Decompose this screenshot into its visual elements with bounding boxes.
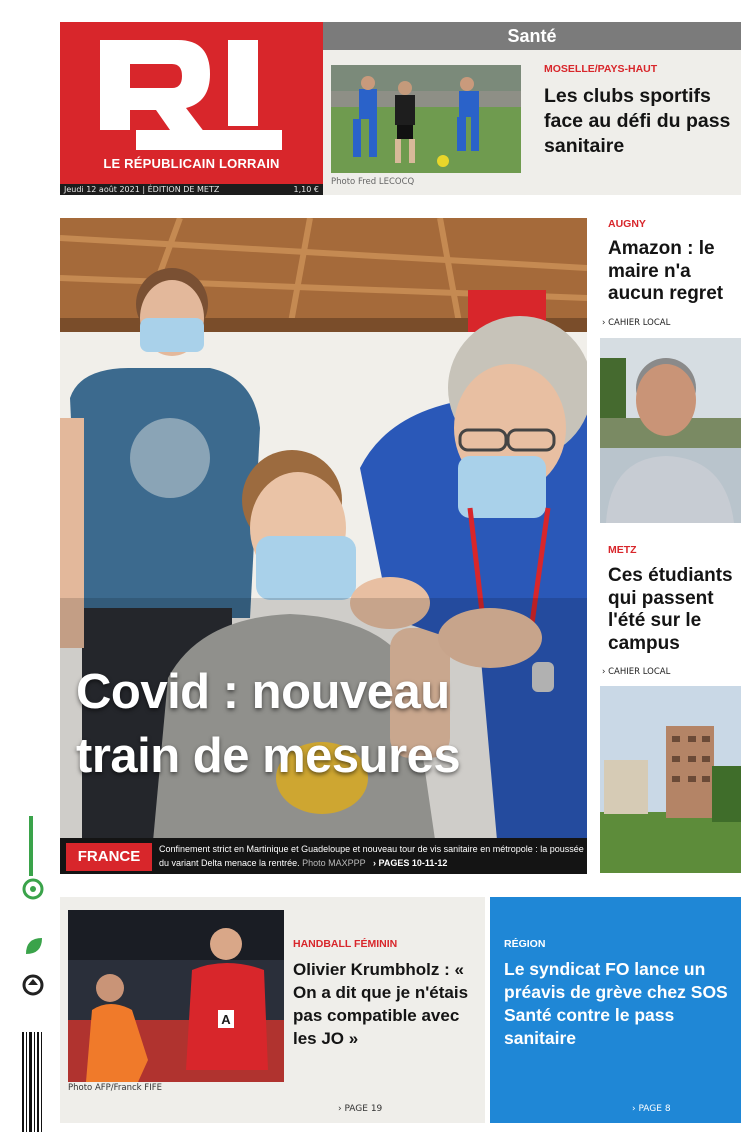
side-story-1-photo[interactable] [600, 338, 741, 523]
jersey-letter: A [221, 1012, 231, 1027]
leaf-logo-icon [22, 934, 44, 958]
handball-photo[interactable] [68, 910, 284, 1082]
barcode-icon [20, 1032, 44, 1132]
recycle-icon [22, 974, 44, 996]
side-story-2-kicker: METZ [608, 544, 637, 556]
pefc-logo-icon [22, 878, 44, 900]
region-page-ref[interactable]: › PAGE 8 [632, 1104, 671, 1114]
side-story-1-ref[interactable]: › CAHIER LOCAL [602, 318, 671, 328]
caption-photo-credit: Photo MAXPPP [302, 858, 366, 868]
handball-headline[interactable]: Olivier Krumbholz : « On a dit que je n'étais pas compatible avec les JO » [293, 960, 469, 1048]
france-tag[interactable]: FRANCE [66, 843, 152, 871]
top-story-photo-credit: Photo Fred LECOCQ [331, 177, 415, 187]
region-headline[interactable]: Le syndicat FO lance un préavis de grève chez SOS Santé contre le pass sanitaire [504, 959, 728, 1048]
handball-page-ref[interactable]: › PAGE 19 [338, 1104, 383, 1114]
main-headline-line-1: Covid : nouveau [76, 665, 450, 719]
section-band-sante[interactable]: Santé [323, 22, 741, 50]
mayor-portrait-photo [600, 338, 741, 523]
date-edition: Jeudi 12 août 2021 | ÉDITION DE METZ [64, 185, 220, 194]
dateline [60, 184, 323, 195]
masthead-name: LE RÉPUBLICAIN LORRAIN [103, 156, 280, 171]
main-caption [159, 842, 584, 870]
side-story-1-headline[interactable]: Amazon : le maire n'a aucun regret [608, 238, 724, 304]
side-story-2-headline[interactable]: Ces étudiants qui passent l'été sur le campus [608, 565, 733, 654]
caption-body: Confinement strict en Martinique et Guadeloupe et nouveau tour de vis sanitaire en métropole : la poussée du variant Delta menace la rentrée. [159, 844, 584, 868]
handball-photo-credit: Photo AFP/Franck FIFE [68, 1083, 162, 1093]
top-story-kicker: MOSELLE/PAYS-HAUT [544, 63, 658, 75]
handball-coach-photo [68, 910, 284, 1082]
side-story-1-kicker: AUGNY [608, 218, 646, 230]
recycling-label-icon [22, 812, 42, 882]
football-photo [331, 65, 521, 173]
region-kicker: RÉGION [504, 938, 546, 950]
caption-pages[interactable]: › PAGES 10-11-12 [372, 858, 448, 868]
campus-photo [600, 686, 741, 873]
handball-kicker: HANDBALL FÉMININ [293, 938, 398, 950]
price: 1,10 € [293, 185, 319, 194]
side-story-2-ref[interactable]: › CAHIER LOCAL [602, 667, 671, 677]
main-headline[interactable] [76, 660, 576, 788]
main-headline-line-2: train de mesures [76, 729, 461, 783]
top-story-headline[interactable]: Les clubs sportifs face au défi du pass sanitaire [544, 85, 731, 157]
side-story-2-photo[interactable] [600, 686, 741, 873]
